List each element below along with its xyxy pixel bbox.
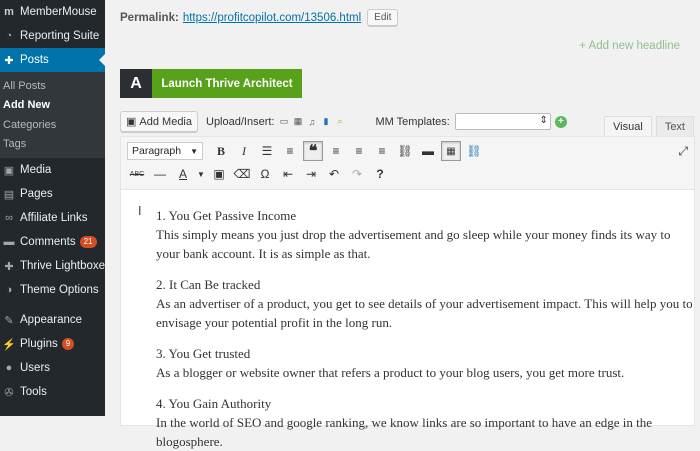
format-select[interactable] xyxy=(127,142,203,160)
add-media-button[interactable] xyxy=(120,111,198,132)
section-heading: 4. You Gain Authority xyxy=(156,396,272,411)
toolbar-row-1 xyxy=(127,141,487,161)
blockquote-button[interactable]: ❝ xyxy=(303,141,323,161)
content-section xyxy=(156,344,694,382)
section-body: This simply means you just drop the advertisement and go sleep while your money finds its way to your bank account. It is as simple as that. xyxy=(156,227,671,261)
brush-icon: ✎ xyxy=(4,314,14,327)
mm-templates-label: MM Templates: xyxy=(375,115,450,128)
audio-upload-icon[interactable]: ♫ xyxy=(308,116,316,127)
sidebar-item-tools[interactable] xyxy=(0,380,105,404)
italic-button[interactable]: I xyxy=(242,143,246,158)
sidebar-item-pages[interactable] xyxy=(0,182,105,206)
indent-button[interactable]: ⇥ xyxy=(305,167,317,181)
sidebar-item-label: MemberMouse xyxy=(20,6,97,18)
main-content xyxy=(105,0,700,449)
section-heading: 2. It Can Be tracked xyxy=(156,277,261,292)
sidebar-item-reporting-suite[interactable] xyxy=(0,24,105,48)
thrive-architect-logo-icon: A xyxy=(120,69,152,98)
submenu-item-tags[interactable]: Tags xyxy=(3,138,27,151)
outdent-button[interactable]: ⇤ xyxy=(282,167,294,181)
sidebar-item-membermouse[interactable] xyxy=(0,0,105,24)
sidebar-item-label: Reporting Suite xyxy=(20,30,100,42)
permalink-row xyxy=(120,9,398,26)
chevron-down-icon: ▼ xyxy=(190,146,198,156)
section-body: As an advertiser of a product, you get to see details of your advertisement impact. This will help you to envisage your potential profit in the long run. xyxy=(156,296,693,330)
media-icon: ▣ xyxy=(126,116,137,128)
submenu-item-add-new[interactable]: Add New xyxy=(3,99,51,112)
launch-thrive-architect-button[interactable] xyxy=(120,69,302,98)
numbered-list-button[interactable]: ≡ xyxy=(286,144,294,158)
redo-button[interactable]: ↷ xyxy=(351,167,363,181)
section-heading: 1. You Get Passive Income xyxy=(156,208,297,223)
section-body: In the world of SEO and google ranking, we know links are so important to have an edge in the blogosphere. xyxy=(156,415,653,449)
sidebar-item-label: Media xyxy=(20,164,52,176)
toolbar-toggle-button[interactable]: ▦ xyxy=(441,141,461,161)
section-body: As a blogger or website owner that refers a product to your blog users, you get more trust. xyxy=(156,365,625,380)
reporting-icon: ◔ xyxy=(5,30,13,42)
plug-icon: ⚡ xyxy=(2,338,16,351)
sidebar-item-label: Appearance xyxy=(20,314,83,326)
search-icon[interactable]: ⌕ xyxy=(337,116,343,126)
sidebar-item-theme-options[interactable] xyxy=(0,278,105,302)
toolbar-row-2 xyxy=(127,164,393,184)
read-more-button[interactable]: ▬ xyxy=(422,144,434,158)
undo-button[interactable]: ↶ xyxy=(328,167,340,181)
insert-link-button[interactable]: ⛓ xyxy=(397,144,413,158)
comment-icon: ▬ xyxy=(3,236,15,248)
content-section xyxy=(156,206,694,263)
align-right-button[interactable]: ≡ xyxy=(378,144,386,158)
sidebar-item-media[interactable] xyxy=(0,158,105,182)
text-cursor-icon: I xyxy=(138,204,142,218)
align-left-button[interactable]: ≡ xyxy=(332,144,340,158)
sidebar-item-label: Pages xyxy=(20,188,53,200)
book-icon[interactable]: ▮ xyxy=(323,116,329,126)
post-editor xyxy=(120,136,695,449)
upload-insert-label: Upload/Insert: xyxy=(206,115,275,128)
sidebar-item-comments[interactable] xyxy=(0,230,105,254)
sidebar-item-label: Plugins xyxy=(20,338,58,350)
sidebar-item-label: Affiliate Links xyxy=(20,212,88,224)
mm-templates-select[interactable] xyxy=(455,113,551,130)
horizontal-line-button[interactable]: — xyxy=(154,167,166,181)
align-center-button[interactable]: ≡ xyxy=(355,144,363,158)
section-heading: 3. You Get trusted xyxy=(156,346,251,361)
text-color-button[interactable]: A xyxy=(178,167,187,181)
sidebar-item-affiliate-links[interactable] xyxy=(0,206,105,230)
fullscreen-icon[interactable]: ⤢ xyxy=(678,144,688,158)
plugins-count-badge: 9 xyxy=(62,338,74,350)
chevron-down-icon[interactable]: ▼ xyxy=(197,169,205,179)
sidebar-item-appearance[interactable] xyxy=(0,308,105,332)
strikethrough-button[interactable]: ABC xyxy=(129,170,145,178)
launch-thrive-architect-label: Launch Thrive Architect xyxy=(152,69,302,98)
submenu-item-categories[interactable]: Categories xyxy=(3,118,57,131)
permalink-link[interactable]: https://profitcopilot.com/13506.html xyxy=(182,11,362,24)
clear-formatting-button[interactable]: ⌫ xyxy=(233,167,251,181)
membermouse-icon: m xyxy=(4,6,14,18)
sidebar-item-label: Tools xyxy=(20,386,47,398)
sidebar-item-label: Theme Options xyxy=(20,284,99,296)
sidebar-item-label: Comments xyxy=(20,236,76,248)
pages-icon: ▤ xyxy=(3,188,15,201)
sidebar-item-posts[interactable] xyxy=(0,48,105,72)
tab-text[interactable]: Text xyxy=(656,116,694,136)
upload-icons xyxy=(278,116,345,127)
format-select-value: Paragraph xyxy=(132,145,182,157)
sidebar-item-label: Thrive Lightboxes xyxy=(20,260,111,272)
paste-text-button[interactable]: ▣ xyxy=(213,167,225,181)
media-row xyxy=(120,111,567,132)
link-icon: ∞ xyxy=(5,212,13,224)
content-section xyxy=(156,394,694,451)
sidebar-item-label: Users xyxy=(20,362,51,374)
admin-sidebar xyxy=(0,0,111,416)
add-media-label: Add Media xyxy=(139,115,192,128)
theme-options-icon: ◑ xyxy=(5,284,13,296)
custom-link-button[interactable]: ⛓ xyxy=(466,144,482,158)
help-icon[interactable]: ? xyxy=(376,167,384,181)
sidebar-item-label: Posts xyxy=(20,54,49,66)
sidebar-item-plugins[interactable] xyxy=(0,332,105,356)
bullet-list-button[interactable]: ☰ xyxy=(261,144,273,158)
submenu-item-all-posts[interactable]: All Posts xyxy=(3,79,46,92)
video-upload-icon[interactable]: ▦ xyxy=(293,116,303,126)
sidebar-item-users[interactable] xyxy=(0,356,105,380)
bold-button[interactable]: B xyxy=(216,143,225,158)
user-icon: ● xyxy=(5,362,13,374)
sidebar-item-thrive-lightboxes[interactable] xyxy=(0,254,111,278)
comments-count-badge: 21 xyxy=(80,236,97,248)
add-template-icon[interactable]: + xyxy=(555,116,567,128)
image-upload-icon[interactable]: ▭ xyxy=(279,116,289,126)
pin-icon: ✚ xyxy=(4,260,14,273)
editor-toolbar xyxy=(121,137,694,190)
editor-tabs xyxy=(600,116,694,136)
permalink-edit-button[interactable]: Edit xyxy=(367,9,398,26)
wrench-icon: ✇ xyxy=(4,386,14,399)
tab-visual[interactable]: Visual xyxy=(604,116,652,136)
permalink-label: Permalink: xyxy=(120,11,179,24)
media-icon: ▣ xyxy=(3,164,15,177)
posts-submenu xyxy=(0,72,105,158)
add-new-headline-link[interactable]: + Add new headline xyxy=(579,40,680,52)
pin-icon: ✚ xyxy=(4,54,14,67)
special-character-button[interactable]: Ω xyxy=(260,167,270,181)
content-section xyxy=(156,275,694,332)
editor-content[interactable] xyxy=(121,190,694,451)
